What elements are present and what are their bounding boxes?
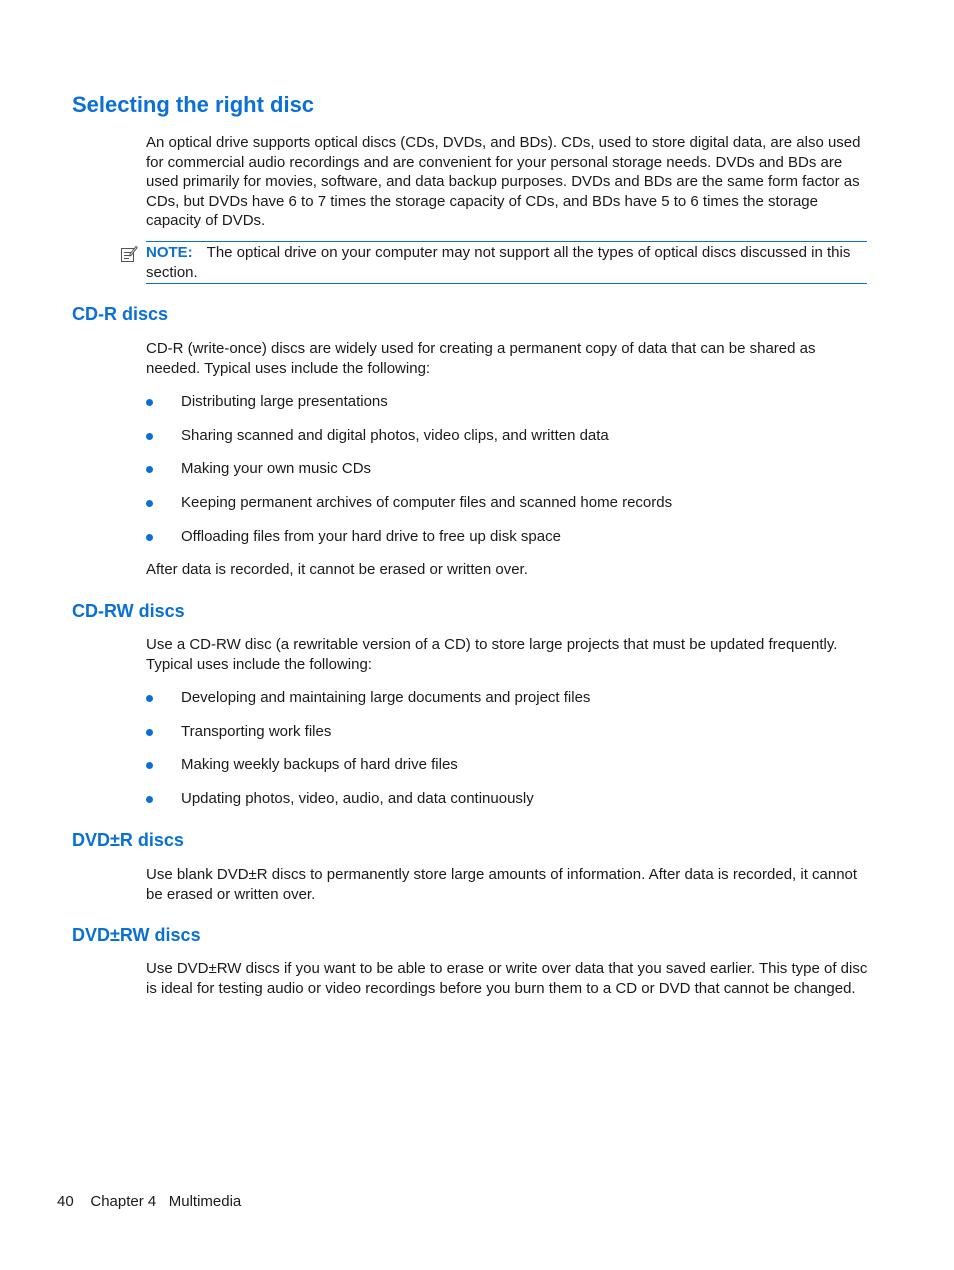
- cd-r-intro: CD-R (write-once) discs are widely used for creating a permanent copy of data that can be shared as needed. Typical uses include the following:: [146, 340, 816, 377]
- heading-cd-r: CD-R discs: [72, 304, 169, 324]
- footer-chapter-title: Multimedia: [168, 1193, 242, 1210]
- bullet-icon: [146, 466, 153, 473]
- bullet-icon: [146, 796, 153, 803]
- list-item-text: Sharing scanned and digital photos, video clips, and written data: [181, 426, 609, 444]
- footer-chapter: Chapter 4: [90, 1193, 157, 1210]
- bullet-icon: [146, 729, 153, 736]
- page-number: 40: [57, 1193, 74, 1210]
- bullet-icon: [146, 399, 153, 406]
- bullet-icon: [146, 534, 153, 541]
- heading-cd-rw: CD-RW discs: [72, 601, 185, 621]
- cd-r-uses-list: [146, 392, 866, 560]
- list-item-text: Distributing large presentations: [181, 393, 388, 410]
- bullet-icon: [146, 695, 153, 702]
- bullet-icon: [146, 433, 153, 440]
- list-item: [146, 527, 866, 561]
- list-item: [146, 459, 866, 493]
- cd-r-outro: After data is recorded, it cannot be erased or written over.: [146, 561, 528, 578]
- list-item: [146, 493, 866, 527]
- cd-rw-intro: Use a CD-RW disc (a rewritable version of a CD) to store large projects that must be updated frequently. Typical uses include the following:: [146, 636, 838, 673]
- heading-dvd-r: DVD±R discs: [72, 830, 184, 850]
- list-item-text: Making your own music CDs: [181, 460, 372, 478]
- intro-paragraph: An optical drive supports optical discs (CDs, DVDs, and BDs). CDs, used to store digital data, are also used for commercial audio recordings and are convenient for your personal storage needs. DVDs and BDs are used primarily for movies, software, and data backup purposes. DVDs and BDs are the same form factor as CDs, but DVDs have 6 to 7 times the storage capacity of CDs, and BDs have 5 to 6 times the storage capacity of DVDs.: [146, 134, 861, 229]
- list-item: [146, 755, 866, 789]
- list-item: [146, 722, 866, 756]
- heading-dvd-rw: DVD±RW discs: [72, 925, 201, 945]
- list-item-text: Keeping permanent archives of computer files and scanned home records: [181, 494, 673, 512]
- bullet-icon: [146, 500, 153, 507]
- list-item-text: Transporting work files: [181, 722, 332, 740]
- page-title: Selecting the right disc: [72, 92, 315, 117]
- dvd-r-body: Use blank DVD±R discs to permanently store large amounts of information. After data is recorded, it cannot be erased or written over.: [146, 866, 858, 903]
- list-item: [146, 789, 866, 823]
- note-icon: [120, 245, 138, 263]
- note-label: NOTE:: [146, 244, 193, 261]
- note-text: The optical drive on your computer may not support all the types of optical discs discussed in this section.: [146, 244, 851, 281]
- list-item-text: Offloading files from your hard drive to free up disk space: [181, 527, 561, 545]
- page-footer: [57, 1193, 241, 1210]
- list-item-text: Making weekly backups of hard drive files: [181, 756, 458, 774]
- list-item: [146, 426, 866, 460]
- list-item: [146, 392, 866, 426]
- cd-rw-uses-list: [146, 688, 866, 823]
- dvd-rw-body: Use DVD±RW discs if you want to be able to erase or write over data that you saved earlier. This type of disc is ideal for testing audio or video recordings before you burn them to a CD or DVD that cannot be changed.: [146, 960, 868, 997]
- list-item-text: Updating photos, video, audio, and data continuously: [181, 790, 534, 808]
- note-box: [146, 241, 867, 284]
- list-item: [146, 688, 866, 722]
- list-item-text: Developing and maintaining large documents and project files: [181, 689, 591, 706]
- bullet-icon: [146, 762, 153, 769]
